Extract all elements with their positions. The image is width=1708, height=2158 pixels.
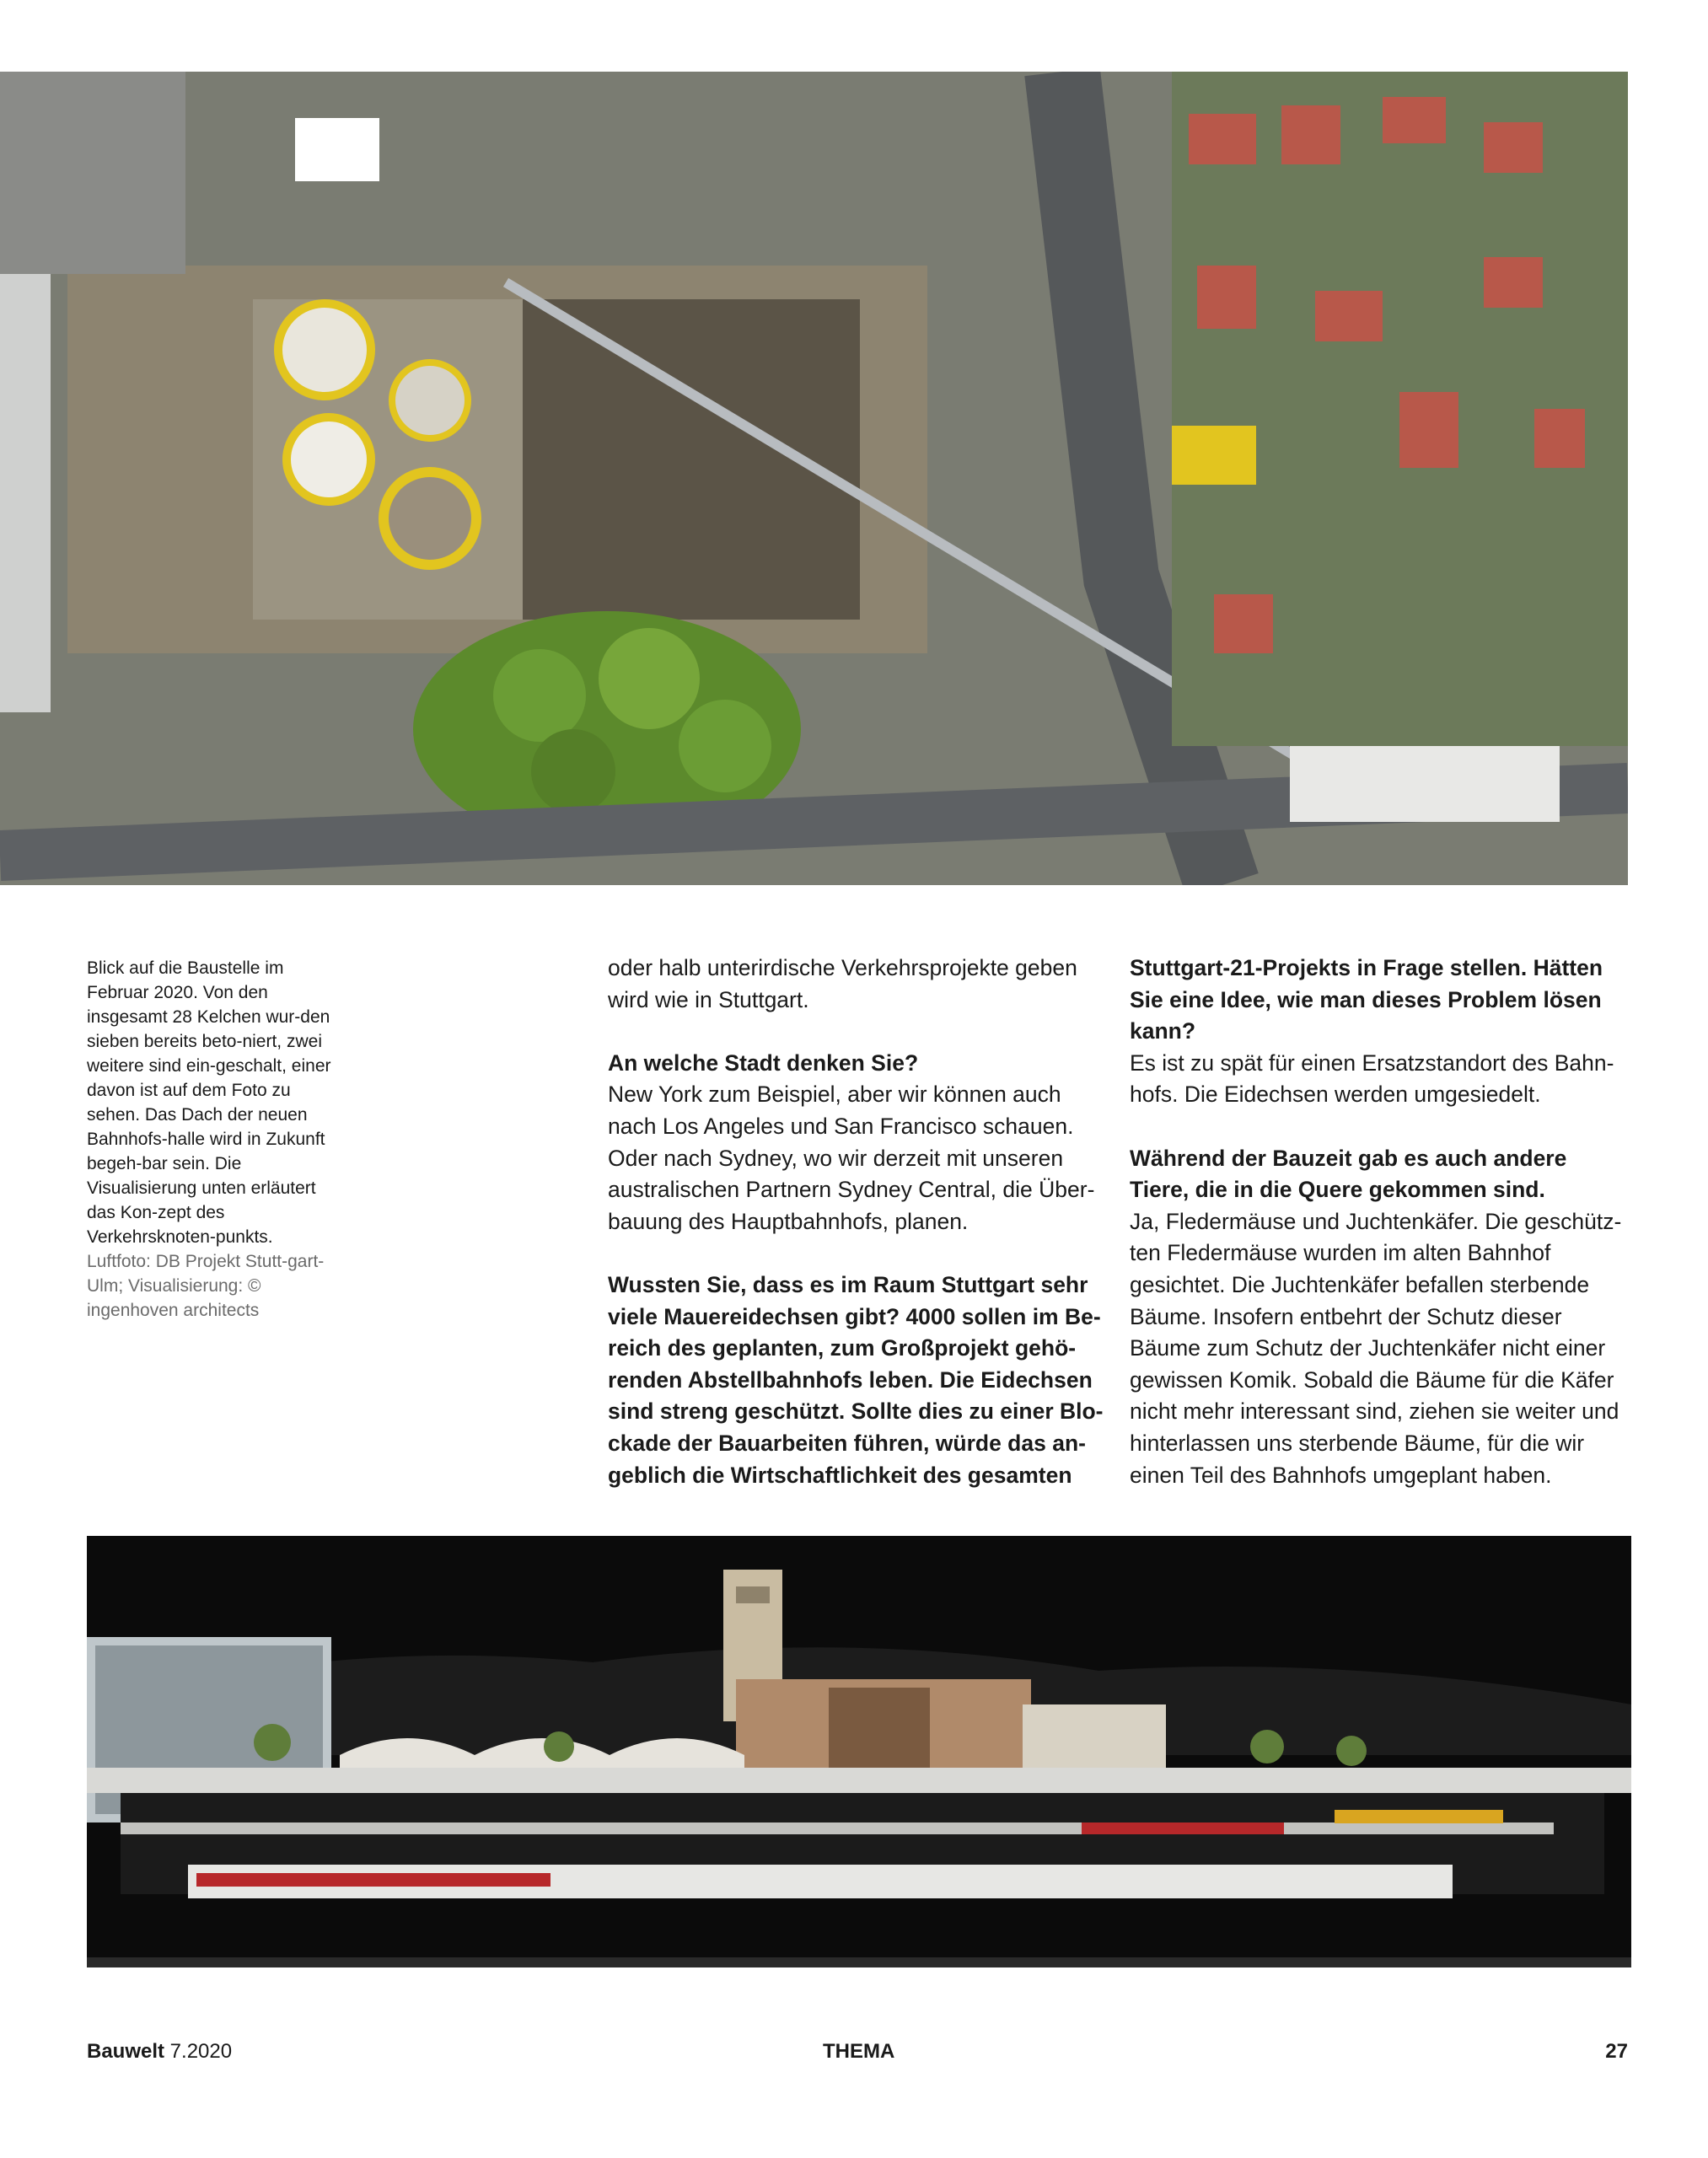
text-column-2	[1130, 953, 1627, 1523]
page-number: 27	[1605, 2040, 1628, 2063]
answer-animals: Ja, Fledermäuse und Juchtenkäfer. Die geschütz-ten Fledermäuse wurden im alten Bahnhof gesichtet. Die Juchtenkäfer befallen sterbende Bäume. Insofern entbehrt der Schutz dieser Bäume zum Schutz der Juchtenkäfer nicht einer gewissen Komik. Sobald die Bäume für die Käfer nicht mehr interessant sind, ziehen sie weiter und hinterlassen uns sterbende Bäume, für die wir einen Teil des Bahnhofs umgeplant haben.	[1130, 1208, 1622, 1488]
answer-lizards: Es ist zu spät für einen Ersatzstandort des Bahn-hofs. Die Eidechsen werden umgesiedelt.	[1130, 1049, 1614, 1108]
question-animals: Während der Bauzeit gab es auch andere Tiere, die in die Quere gekommen sind.	[1130, 1145, 1567, 1203]
magazine-name: Bauwelt	[87, 2040, 165, 2063]
footer-publication	[87, 2040, 232, 2064]
text-column-1	[608, 953, 1105, 1523]
answer-city: New York zum Beispiel, aber wir können auch nach Los Angeles und San Francisco schauen. Oder nach Sydney, wo wir derzeit mit unseren australischen Partnern Sydney Central, die Über-bauung des Hauptbahnhofs, planen.	[608, 1082, 1095, 1234]
station-visualisation	[87, 1536, 1631, 1967]
visualisation-illustration	[87, 1536, 1631, 1967]
answer-continuation: oder halb unterirdische Verkehrsprojekte geben wird wie in Stuttgart.	[608, 955, 1077, 1012]
question-lizards: Wussten Sie, dass es im Raum Stuttgart sehr viele Mauereidechsen gibt? 4000 sollen im Be-reich des geplanten, zum Großprojekt gehö-renden Abstellbahnhofs leben. Die Eidechsen sind streng geschützt. Sollte dies zu einer Blo-ckade der Bauarbeiten führen, würde das an-geblich die Wirtschaftlichkeit des gesamten	[608, 1271, 1104, 1488]
photo-credit: Luftfoto: DB Projekt Stutt-gart-Ulm; Visualisierung: © ingenhoven architects	[87, 1252, 325, 1320]
qa-block-city	[608, 1048, 1105, 1238]
qa-block-lizards	[1130, 953, 1627, 1111]
question-city: An welche Stadt denken Sie?	[608, 1049, 919, 1076]
qa-block-animals	[1130, 1143, 1627, 1492]
question-lizards-continued: Stuttgart-21-Projekts in Frage stellen. Hätten Sie eine Idee, wie man dieses Problem lösen kann?	[1130, 955, 1603, 1044]
issue-number: 7.2020	[164, 2040, 233, 2063]
aerial-photo	[0, 72, 1628, 885]
caption-text: Blick auf die Baustelle im Februar 2020. Von den insgesamt 28 Kelchen wur-den sieben bereits beto-niert, zwei weitere sind ein-geschalt, einer davon ist auf dem Foto zu sehen. Das Dach der neuen Bahnhofs-halle wird in Zukunft begeh-bar sein. Die Visualisierung unten erläutert das Kon-zept des Verkehrsknoten-punkts.	[87, 958, 331, 1247]
footer-section: THEMA	[823, 2040, 895, 2063]
photo-caption	[87, 956, 331, 1323]
aerial-photo-illustration	[0, 72, 1628, 885]
